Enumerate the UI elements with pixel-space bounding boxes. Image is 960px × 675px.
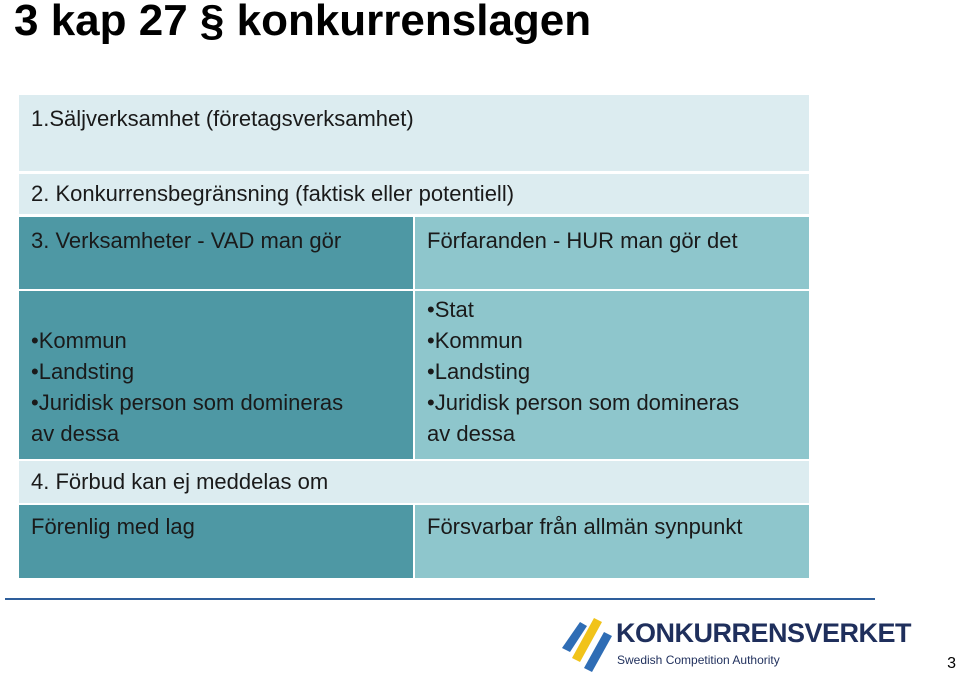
table-cell-lawful bbox=[19, 505, 413, 578]
logo-swoosh-icon bbox=[560, 612, 616, 674]
activities-header-text: 3. Verksamheter - VAD man gör bbox=[31, 228, 342, 253]
content-table bbox=[19, 95, 809, 578]
public-interest-text: Försvarbar från allmän synpunkt bbox=[427, 514, 743, 539]
procedures-header-text: Förfaranden - HUR man gör det bbox=[427, 228, 738, 253]
slide-title: 3 kap 27 § konkurrenslagen bbox=[14, 0, 592, 45]
page-number: 3 bbox=[947, 655, 956, 672]
list-item: • Juridisk person som domineras bbox=[427, 387, 797, 418]
list-item-continuation: av dessa bbox=[31, 421, 120, 446]
list-item: • Stat bbox=[427, 294, 797, 325]
list-item: • Landsting bbox=[427, 356, 797, 387]
list-item: • Juridisk person som domineras bbox=[31, 387, 401, 418]
table-cell-procedures-list bbox=[415, 291, 809, 459]
table-cell-activities-list bbox=[19, 291, 413, 459]
footer-divider bbox=[5, 598, 875, 600]
table-cell-procedures-header bbox=[415, 217, 809, 289]
logo-wordmark: KONKURRENSVERKET bbox=[616, 618, 912, 648]
list-item: • Landsting bbox=[31, 356, 401, 387]
table-row-2 bbox=[19, 174, 809, 214]
row-1-text: 1.Säljverksamhet (företagsverksamhet) bbox=[31, 106, 414, 131]
list-item: • Kommun bbox=[31, 325, 401, 356]
table-row-1 bbox=[19, 95, 809, 171]
lawful-text: Förenlig med lag bbox=[31, 514, 195, 539]
list-item: • Kommun bbox=[427, 325, 797, 356]
table-cell-activities-header bbox=[19, 217, 413, 289]
logo-subtitle: Swedish Competition Authority bbox=[617, 653, 780, 667]
table-cell-public-interest bbox=[415, 505, 809, 578]
row-2-text: 2. Konkurrensbegränsning (faktisk eller potentiell) bbox=[31, 181, 515, 206]
list-item-continuation: av dessa bbox=[427, 421, 516, 446]
konkurrensverket-logo bbox=[560, 612, 912, 674]
prohibition-text: 4. Förbud kan ej meddelas om bbox=[31, 469, 329, 494]
table-row-prohibition bbox=[19, 461, 809, 503]
